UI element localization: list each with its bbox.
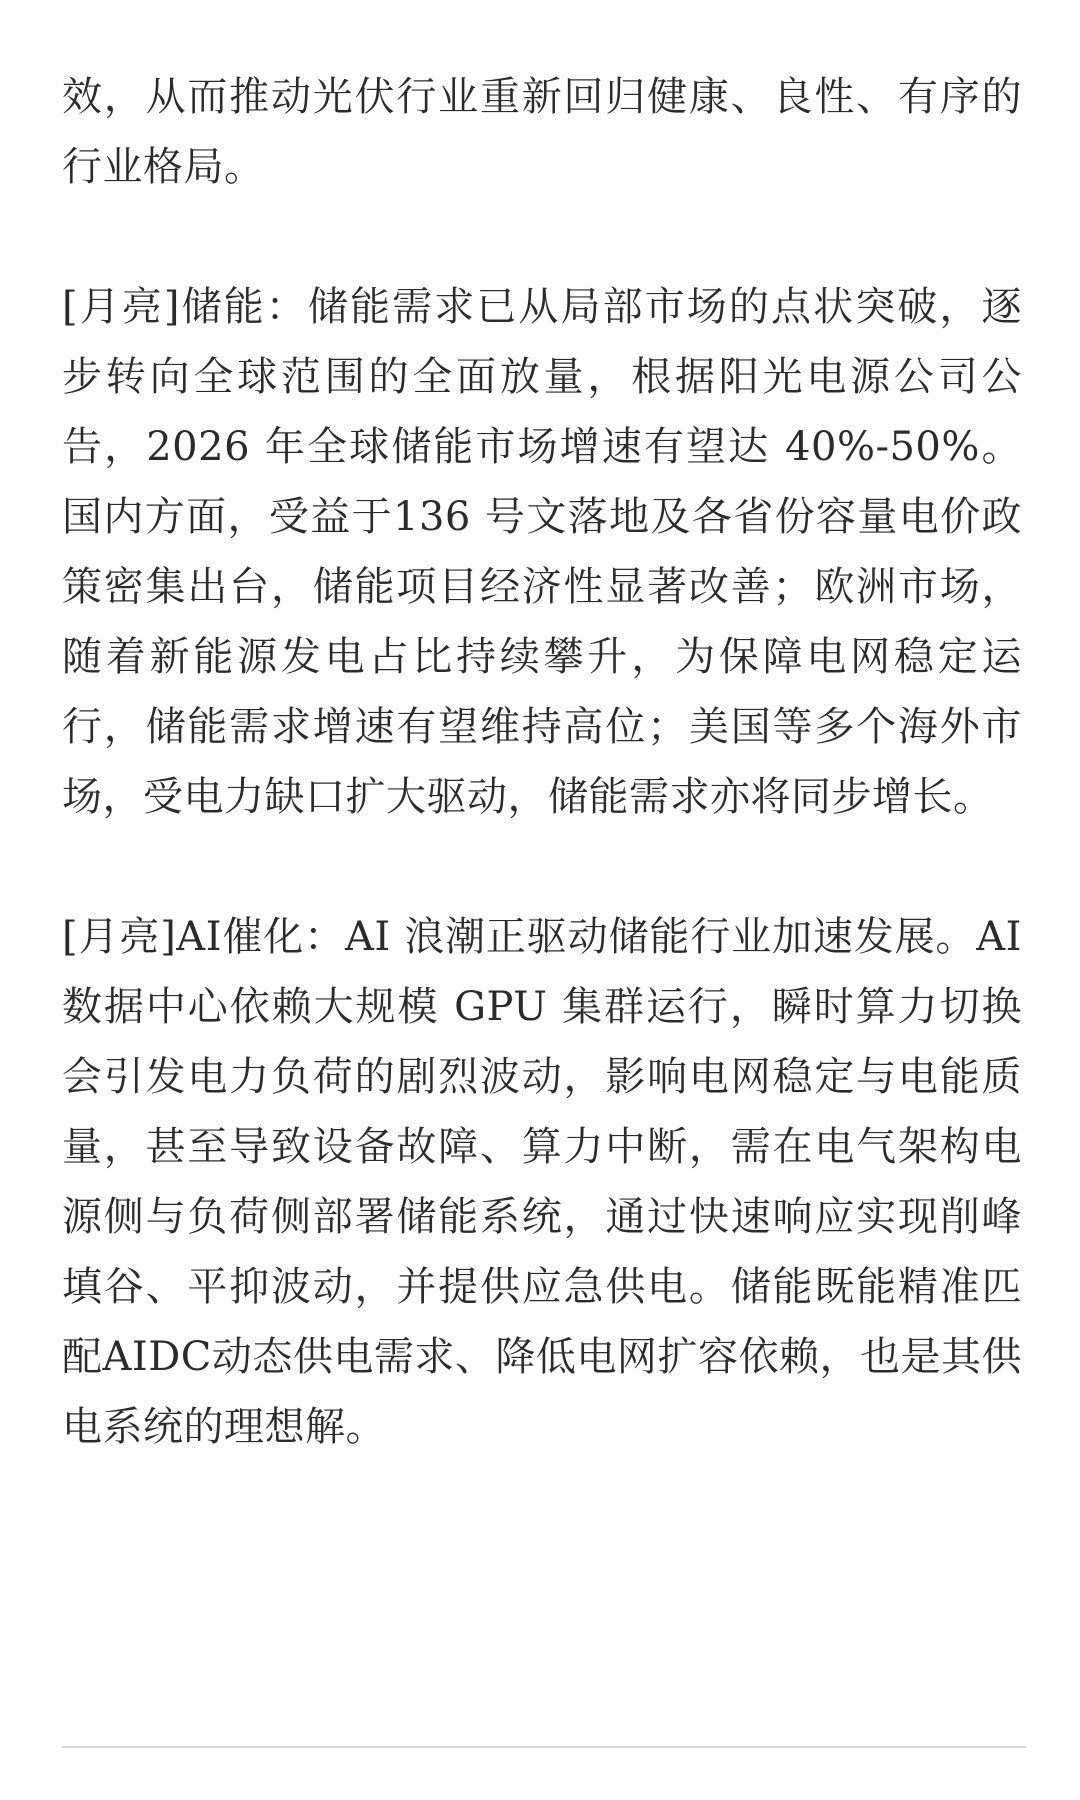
paragraph-energy-storage: [月亮]储能：储能需求已从局部市场的点状突破，逐步转向全球范围的全面放量，根据阳光电源公司公告，2026 年全球储能市场增速有望达 40%-50%。国内方面，受益于136 号文落地及各省份容量电价政策密集出台，储能项目经济性显著改善；欧洲市场，随着新能源发电占比持续攀升，为保障电网稳定运行，储能需求增速有望维持高位；美国等多个海外市场，受电力缺口扩大驱动，储能需求亦将同步增长。 — [62, 284, 1022, 820]
paragraph-ai-catalyst: [月亮]AI催化：AI 浪潮正驱动储能行业加速发展。AI 数据中心依赖大规模 GPU 集群运行，瞬时算力切换会引发电力负荷的剧烈波动，影响电网稳定与电能质量，甚至导致设备故障、算力中断，需在电气架构电源侧与负荷侧部署储能系统，通过快速响应实现削峰填谷、平抑波动，并提供应急供电。储能既能精准匹配AIDC动态供电需求、降低电网扩容依赖，也是其供电系统的理想解。 — [62, 914, 1022, 1450]
article-body — [62, 62, 1022, 1532]
paragraph-industry-outlook: 效，从而推动光伏行业重新回归健康、良性、有序的行业格局。 — [62, 74, 1022, 190]
bottom-divider — [62, 1746, 1026, 1748]
